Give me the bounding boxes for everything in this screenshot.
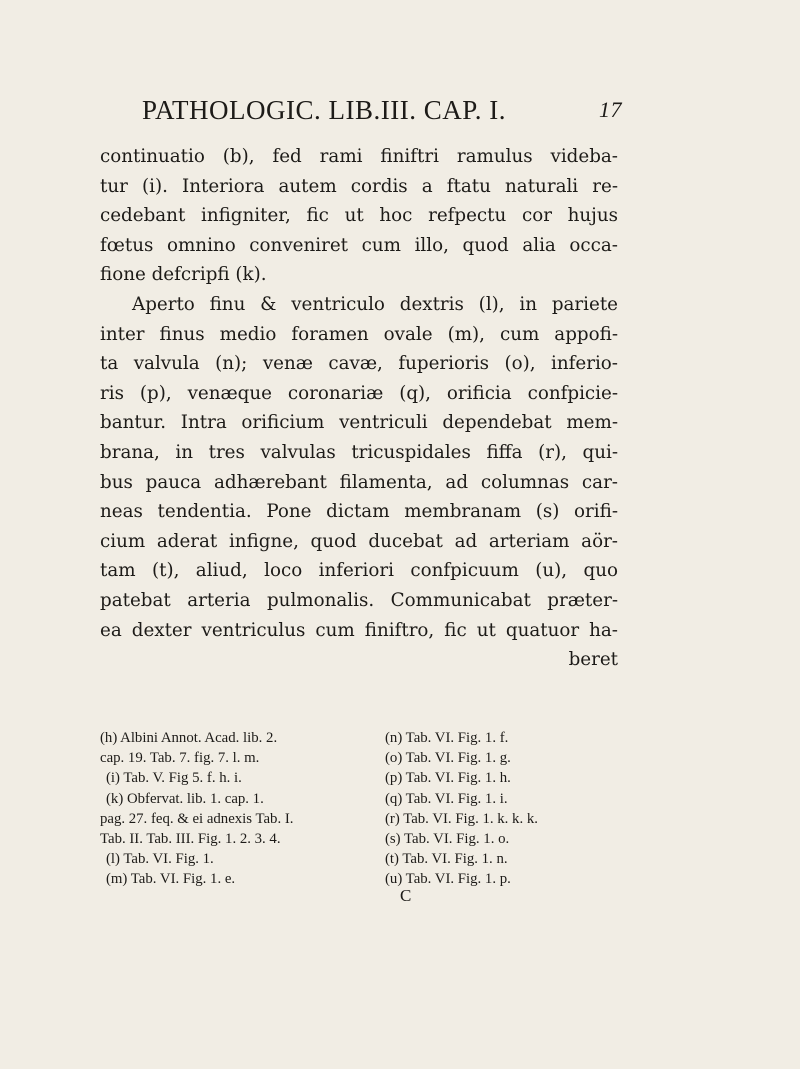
page-number: 17 [599,97,622,122]
footnote: Tab. II. Tab. III. Fig. 1. 2. 3. 4. [100,831,281,848]
text-line: fione defcripfi (k). [100,264,267,286]
footnotes-left-column [100,728,370,890]
text-line: fœtus omnino conveniret cum illo, quod alia occa- [100,234,618,256]
footnote: (i) Tab. V. Fig 5. f. h. i. [106,770,242,787]
footnote: (h) Albini Annot. Acad. lib. 2. [100,730,278,746]
text-line: bantur. Intra orificium ventriculi dependebat mem- [100,412,618,434]
text-line: cedebant infigniter, fic ut hoc refpectu cor hujus [100,205,618,227]
text-line: neas tendentia. Pone dictam membranam (s) orifi- [100,501,618,523]
text-line: inter finus medio foramen ovale (m), cum appofi- [100,323,618,345]
footnote: pag. 27. feq. & ei adnexis Tab. I. [100,810,294,827]
footnote: (k) Obfervat. lib. 1. cap. 1. [106,790,264,807]
running-title: PATHOLOGIC. LIB.III. CAP. I. [142,95,507,125]
footnote: (q) Tab. VI. Fig. 1. i. [385,790,508,807]
text-line: bus pauca adhærebant filamenta, ad columnas car- [100,471,618,493]
text-line: ta valvula (n); venæ cavæ, fuperioris (o), inferio- [100,353,618,375]
text-line: tam (t), aliud, loco inferiori confpicuum (u), quo [100,560,618,582]
footnote: (u) Tab. VI. Fig. 1. p. [385,871,511,888]
footnote: (n) Tab. VI. Fig. 1. f. [385,730,509,746]
signature-mark: C [400,886,412,905]
footnote: (o) Tab. VI. Fig. 1. g. [385,750,511,767]
text-line: cium aderat infigne, quod ducebat ad arteriam aör- [100,530,618,552]
footnote: cap. 19. Tab. 7. fig. 7. l. m. [100,750,260,767]
text-line: ris (p), venæque coronariæ (q), orificia confpicie- [100,382,618,404]
footnote: (s) Tab. VI. Fig. 1. o. [385,831,510,848]
footnote: (l) Tab. VI. Fig. 1. [106,851,214,868]
main-text [100,142,618,675]
footnotes-right-column [385,728,625,890]
footnote: (m) Tab. VI. Fig. 1. e. [106,871,236,888]
text-line: Aperto finu & ventriculo dextris (l), in pariete [132,293,618,315]
text-line: ea dexter ventriculus cum finiftro, fic ut quatuor ha- [100,619,618,641]
footnote: (t) Tab. VI. Fig. 1. n. [385,851,508,868]
footnote: (p) Tab. VI. Fig. 1. h. [385,770,511,787]
text-line: continuatio (b), fed rami finiftri ramulus videba- [100,146,618,167]
text-line: tur (i). Interiora autem cordis a ftatu naturali re- [100,175,618,197]
text-line: patebat arteria pulmonalis. Communicabat præter- [100,589,618,611]
footnote: (r) Tab. VI. Fig. 1. k. k. k. [385,810,538,827]
catchword: beret [568,649,618,671]
running-header [142,95,622,129]
text-line: brana, in tres valvulas tricuspidales fiffa (r), qui- [100,441,618,463]
